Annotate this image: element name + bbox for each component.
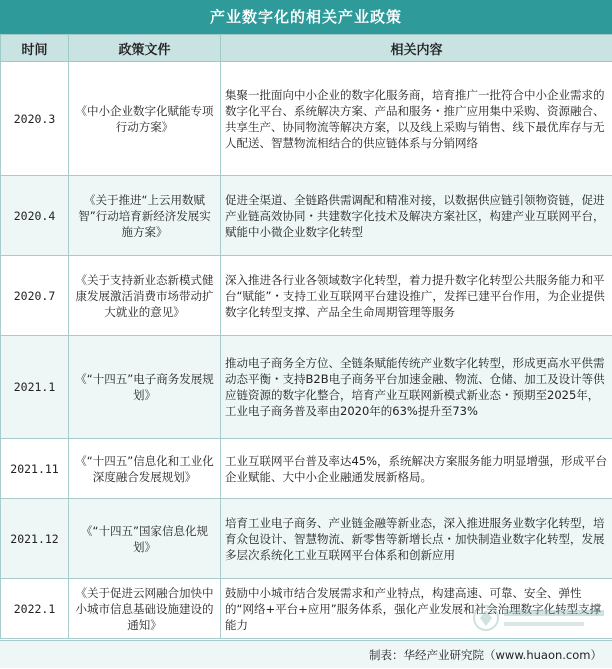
row-content: 培育工业电子商务、产业链金融等新业态，深入推进服务业数字化转型，培育众包设计、智慧物流、新零售等新增长点・加快制造业数字化转型，发展多层次系统化工业互联网平台体系和创新应用 [221, 499, 612, 579]
row-time: 2022.1 [1, 579, 69, 639]
column-header-content: 相关内容 [221, 35, 612, 62]
row-content: 促进全渠道、全链路供需调配和精准对接，以数据供应链引领物资链，促进产业链高效协同・共建数字化技术及解决方案社区，构建产业互联网平台，赋能中小微企业数字化转型 [221, 176, 612, 256]
row-doc: 《“十四五”国家信息化规划》 [69, 499, 221, 579]
row-time: 2021.1 [1, 336, 69, 439]
header-row [1, 35, 612, 62]
row-content: 集聚一批面向中小企业的数字化服务商，培育推广一批符合中小企业需求的数字化平台、系统解决方案、产品和服务・推广应用集中采购、资源融合、共享生产、协同物流等解决方案，以及线上采购与销售、线下最优库存与无人配送、智慧物流相结合的供应链体系与分销网络 [221, 62, 612, 176]
row-time: 2020.7 [1, 256, 69, 336]
row-doc: 《“十四五”电子商务发展规划》 [69, 336, 221, 439]
policy-table [0, 34, 612, 639]
row-time: 2020.4 [1, 176, 69, 256]
row-content: 深入推进各行业各领域数字化转型，着力提升数字化转型公共服务能力和平台“赋能”・支持工业互联网平台建设推广，发挥已建平台作用，为企业提供数字化转型支撑、产品全生命周期管理等服务 [221, 256, 612, 336]
row-content: 推动电子商务全方位、全链条赋能传统产业数字化转型，形成更高水平供需动态平衡・支持B2B电子商务平台加速金融、物流、仓储、加工及设计等供应链资源的数字化整合，培育产业互联网新模式新业态・预期至2025年，工业电子商务普及率由2020年的63%提升至73% [221, 336, 612, 439]
row-time: 2021.12 [1, 499, 69, 579]
table-row [1, 336, 612, 439]
column-header-doc: 政策文件 [69, 35, 221, 62]
row-doc: 《关于促进云网融合加快中小城市信息基础设施建设的通知》 [69, 579, 221, 639]
row-doc: 《中小企业数字化赋能专项行动方案》 [69, 62, 221, 176]
row-doc: 《关于支持新业态新模式健康发展激活消费市场带动扩大就业的意见》 [69, 256, 221, 336]
row-content: 工业互联网平台普及率达45%，系统解决方案服务能力明显增强，形成平台企业赋能、大中小企业融通发展新格局。 [221, 439, 612, 499]
row-content: 鼓励中小城市结合发展需求和产业特点，构建高速、可靠、安全、弹性的“网络+平台+应用”服务体系，强化产业发展和社会治理数字化转型支撑能力 [221, 579, 612, 639]
table-title: 产业数字化的相关产业政策 [0, 0, 612, 34]
table-row [1, 256, 612, 336]
table-footer-source: 制表：华经产业研究院（www.huaon.com） [0, 640, 612, 668]
row-doc: 《关于推进“上云用数赋智”行动培育新经济发展实施方案》 [69, 176, 221, 256]
row-time: 2020.3 [1, 62, 69, 176]
row-time: 2021.11 [1, 439, 69, 499]
column-header-time: 时间 [1, 35, 69, 62]
row-doc: 《“十四五”信息化和工业化深度融合发展规划》 [69, 439, 221, 499]
table-row [1, 176, 612, 256]
table-row [1, 62, 612, 176]
table-row [1, 579, 612, 639]
table-row [1, 499, 612, 579]
table-row [1, 439, 612, 499]
